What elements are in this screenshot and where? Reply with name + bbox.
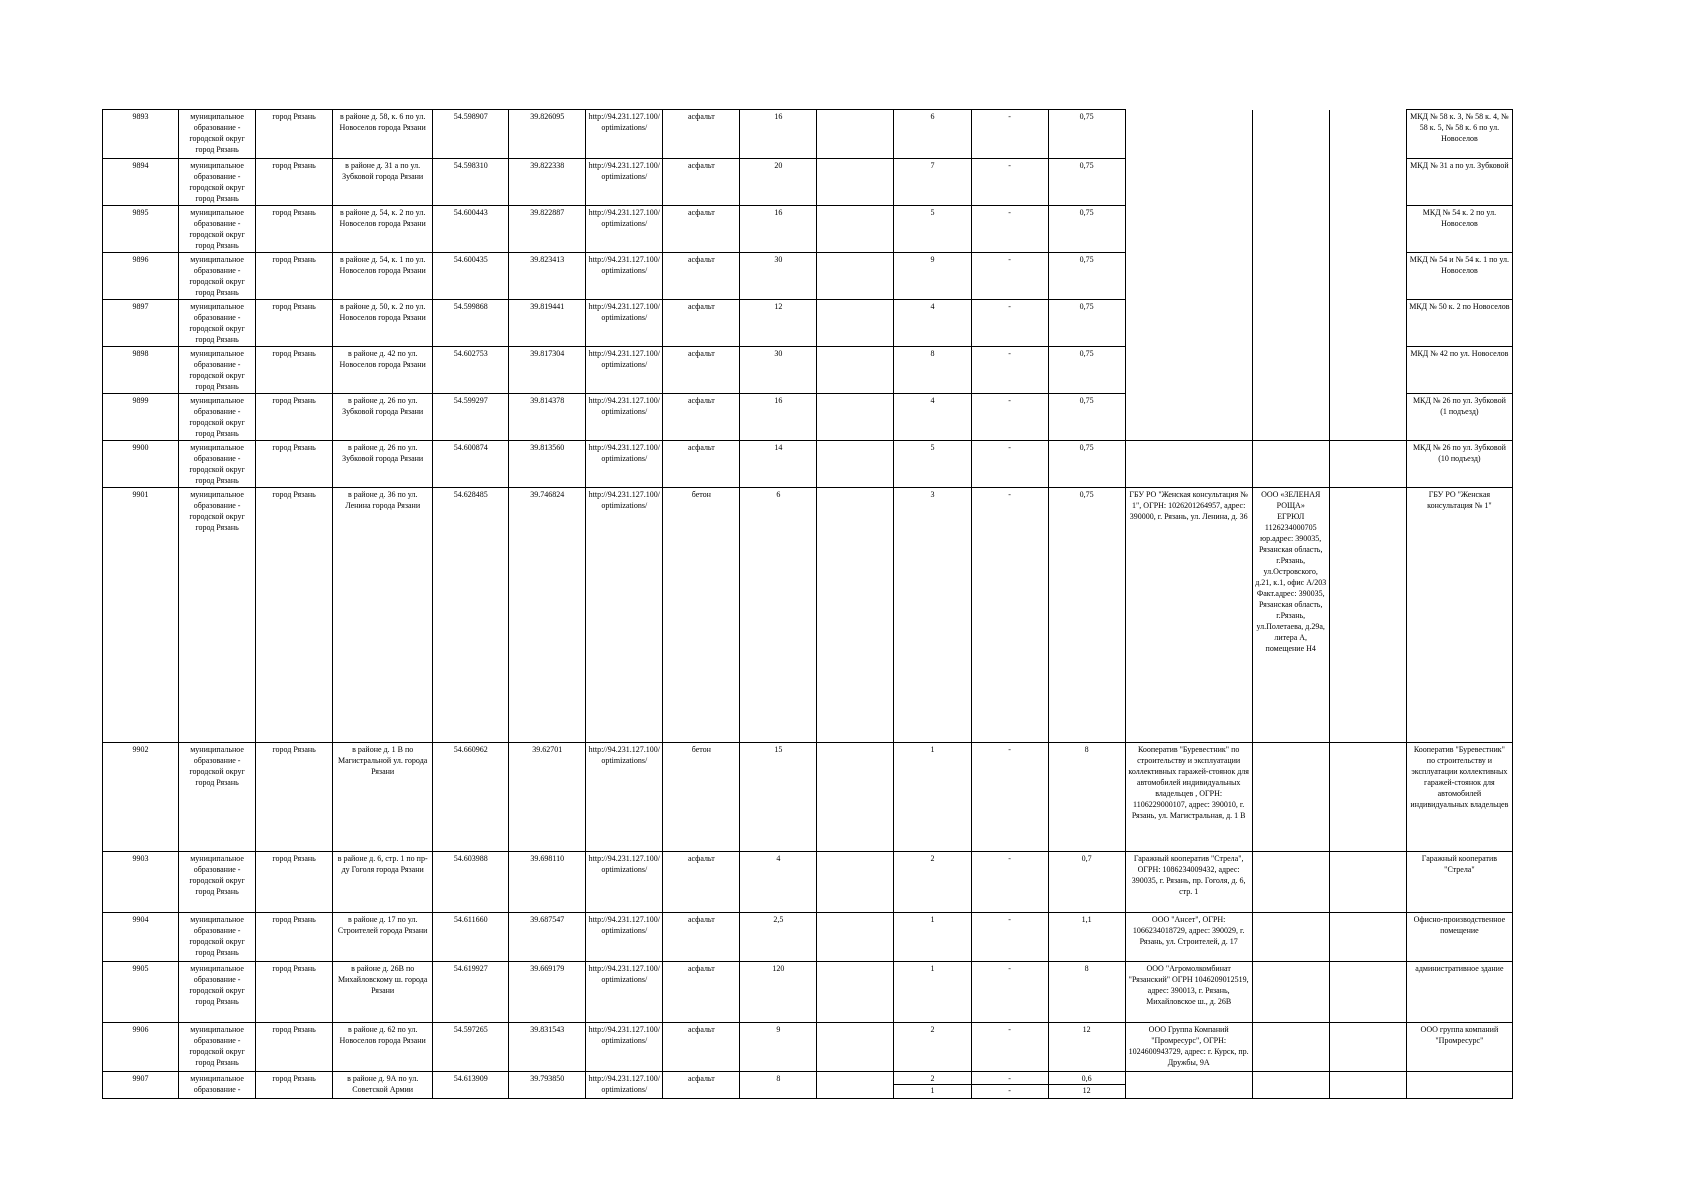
cell-surface: бетон xyxy=(663,488,740,743)
cell-c12: 1 xyxy=(894,743,971,852)
cell-owner: Кооператив "Буревестник" по строительству и эксплуатации коллективных гаражей-стоянок для автомобилей индивидуальных владельцев , ОГРН: 1106229000107, адрес: 390010, г. Рязань, ул. Магистральная, д. 1 В xyxy=(1125,743,1252,852)
cell-surface: асфальт xyxy=(663,913,740,962)
cell-c12: 5 xyxy=(894,441,971,488)
cell-area: 16 xyxy=(740,394,817,441)
cell-c11 xyxy=(817,347,894,394)
cell-c12: 9 xyxy=(894,253,971,300)
cell-c14: 12 xyxy=(1048,1023,1125,1072)
cell-owner xyxy=(1125,1072,1252,1099)
cell-c13: - xyxy=(971,206,1048,253)
cell-lat: 54.600435 xyxy=(433,253,509,300)
cell-addr: в районе д. 62 по ул. Новоселов города Рязани xyxy=(333,1023,433,1072)
cell-link: http://94.231.127.100/optimizations/ xyxy=(586,300,663,347)
cell-c12: 1 xyxy=(894,962,971,1023)
cell-c12: 6 xyxy=(894,110,971,159)
cell-served: Офисно-производственное помещение xyxy=(1406,913,1512,962)
cell-lat: 54.598310 xyxy=(433,159,509,206)
cell-c14 xyxy=(1048,1072,1125,1099)
cell-operator xyxy=(1252,347,1329,394)
table-row xyxy=(103,110,1513,159)
cell-c12-line: 2 xyxy=(930,1074,935,1083)
cell-c11 xyxy=(817,743,894,852)
cell-id: 9896 xyxy=(103,253,179,300)
cell-c11 xyxy=(817,394,894,441)
cell-city: город Рязань xyxy=(256,159,333,206)
cell-served: МКД № 31 а по ул. Зубковой xyxy=(1406,159,1512,206)
cell-c17 xyxy=(1329,253,1406,300)
cell-addr: в районе д. 26 по ул. Зубковой города Рязани xyxy=(333,394,433,441)
cell-addr: в районе д. 26 по ул. Зубковой города Рязани xyxy=(333,441,433,488)
cell-c11 xyxy=(817,159,894,206)
cell-lon: 39.817304 xyxy=(509,347,586,394)
cell-c12: 7 xyxy=(894,159,971,206)
cell-owner: ГБУ РО "Женская консультация № 1", ОГРН: 1026201264957, адрес: 390000, г. Рязань, ул. Ленина, д. 36 xyxy=(1125,488,1252,743)
cell-c12: 2 xyxy=(894,1023,971,1072)
cell-addr: в районе д. 6, стр. 1 по пр-ду Гоголя города Рязани xyxy=(333,852,433,913)
cell-link: http://94.231.127.100/optimizations/ xyxy=(586,743,663,852)
cell-id: 9904 xyxy=(103,913,179,962)
cell-surface: асфальт xyxy=(663,394,740,441)
table-row xyxy=(103,347,1513,394)
cell-lat: 54.619927 xyxy=(433,962,509,1023)
table-row xyxy=(103,1072,1513,1099)
cell-lat: 54.598907 xyxy=(433,110,509,159)
cell-c11 xyxy=(817,300,894,347)
cell-city: город Рязань xyxy=(256,962,333,1023)
cell-c14: 8 xyxy=(1048,962,1125,1023)
cell-addr: в районе д. 9А по ул. Советской Армии xyxy=(333,1072,433,1099)
cell-link: http://94.231.127.100/optimizations/ xyxy=(586,253,663,300)
cell-c17 xyxy=(1329,852,1406,913)
cell-c13: - xyxy=(971,1023,1048,1072)
cell-id: 9903 xyxy=(103,852,179,913)
cell-operator xyxy=(1252,743,1329,852)
cell-c12: 8 xyxy=(894,347,971,394)
cell-c17 xyxy=(1329,1072,1406,1099)
cell-id: 9894 xyxy=(103,159,179,206)
cell-mo: муниципальное образование - городской округ город Рязань xyxy=(179,441,256,488)
cell-city: город Рязань xyxy=(256,1072,333,1099)
cell-operator xyxy=(1252,394,1329,441)
cell-operator xyxy=(1252,253,1329,300)
cell-lon: 39.698110 xyxy=(509,852,586,913)
cell-addr: в районе д. 50, к. 2 по ул. Новоселов города Рязани xyxy=(333,300,433,347)
cell-surface: асфальт xyxy=(663,441,740,488)
cell-link: http://94.231.127.100/optimizations/ xyxy=(586,852,663,913)
cell-mo: муниципальное образование - городской округ город Рязань xyxy=(179,913,256,962)
cell-served: МКД № 54 к. 2 по ул. Новоселов xyxy=(1406,206,1512,253)
cell-link: http://94.231.127.100/optimizations/ xyxy=(586,347,663,394)
cell-id: 9899 xyxy=(103,394,179,441)
cell-surface: асфальт xyxy=(663,300,740,347)
cell-c12-line: 1 xyxy=(894,1084,970,1096)
cell-c14: 0,75 xyxy=(1048,300,1125,347)
cell-owner: ООО Группа Компаний "Промресурс", ОГРН: 1024600943729, адрес: г. Курск, пр. Дружбы, 9А xyxy=(1125,1023,1252,1072)
cell-c17 xyxy=(1329,488,1406,743)
cell-area: 6 xyxy=(740,488,817,743)
cell-id: 9906 xyxy=(103,1023,179,1072)
cell-area: 9 xyxy=(740,1023,817,1072)
cell-lat: 54.611660 xyxy=(433,913,509,962)
cell-c11 xyxy=(817,206,894,253)
cell-c14: 1,1 xyxy=(1048,913,1125,962)
cell-served: МКД № 58 к. 3, № 58 к. 4, № 58 к. 5, № 58 к. 6 по ул. Новоселов xyxy=(1406,110,1512,159)
cell-c13: - xyxy=(971,347,1048,394)
cell-addr: в районе д. 26В по Михайловскому ш. города Рязани xyxy=(333,962,433,1023)
cell-surface: асфальт xyxy=(663,110,740,159)
table-row xyxy=(103,488,1513,743)
cell-area: 16 xyxy=(740,206,817,253)
cell-lon: 39.669179 xyxy=(509,962,586,1023)
cell-lat: 54.603988 xyxy=(433,852,509,913)
cell-lon: 39.822887 xyxy=(509,206,586,253)
cell-area: 14 xyxy=(740,441,817,488)
cell-lat: 54.660962 xyxy=(433,743,509,852)
cell-lon: 39.822338 xyxy=(509,159,586,206)
table-row xyxy=(103,743,1513,852)
cell-c11 xyxy=(817,1072,894,1099)
cell-city: город Рязань xyxy=(256,253,333,300)
cell-mo: муниципальное образование - городской округ город Рязань xyxy=(179,347,256,394)
cell-surface: асфальт xyxy=(663,1023,740,1072)
cell-surface: асфальт xyxy=(663,852,740,913)
cell-served: Кооператив "Буревестник" по строительству и эксплуатации коллективных гаражей-стоянок для автомобилей индивидуальных владельцев xyxy=(1406,743,1512,852)
cell-lat: 54.600443 xyxy=(433,206,509,253)
cell-c13: - xyxy=(971,110,1048,159)
cell-c14: 0,75 xyxy=(1048,441,1125,488)
cell-c13 xyxy=(971,1072,1048,1099)
cell-link: http://94.231.127.100/optimizations/ xyxy=(586,441,663,488)
cell-c17 xyxy=(1329,110,1406,159)
cell-link: http://94.231.127.100/optimizations/ xyxy=(586,110,663,159)
cell-c14: 0,75 xyxy=(1048,394,1125,441)
cell-lon: 39.831543 xyxy=(509,1023,586,1072)
cell-lon: 39.814378 xyxy=(509,394,586,441)
cell-operator xyxy=(1252,1072,1329,1099)
cell-owner xyxy=(1125,110,1252,159)
cell-id: 9893 xyxy=(103,110,179,159)
table-row xyxy=(103,913,1513,962)
cell-lat: 54.613909 xyxy=(433,1072,509,1099)
cell-addr: в районе д. 42 по ул. Новоселов города Рязани xyxy=(333,347,433,394)
table-row xyxy=(103,1023,1513,1072)
cell-city: город Рязань xyxy=(256,347,333,394)
cell-c11 xyxy=(817,441,894,488)
cell-operator xyxy=(1252,110,1329,159)
cell-id: 9895 xyxy=(103,206,179,253)
cell-c14: 0,75 xyxy=(1048,488,1125,743)
cell-c12: 4 xyxy=(894,394,971,441)
cell-owner xyxy=(1125,347,1252,394)
cell-mo: муниципальное образование - городской округ город Рязань xyxy=(179,206,256,253)
cell-link: http://94.231.127.100/optimizations/ xyxy=(586,159,663,206)
cell-id: 9902 xyxy=(103,743,179,852)
cell-link: http://94.231.127.100/optimizations/ xyxy=(586,1023,663,1072)
cell-surface: асфальт xyxy=(663,1072,740,1099)
cell-surface: асфальт xyxy=(663,347,740,394)
cell-c13: - xyxy=(971,962,1048,1023)
cell-mo: муниципальное образование - xyxy=(179,1072,256,1099)
cell-c13: - xyxy=(971,852,1048,913)
table-row xyxy=(103,159,1513,206)
cell-served: МКД № 54 и № 54 к. 1 по ул. Новоселов xyxy=(1406,253,1512,300)
cell-mo: муниципальное образование - городской округ город Рязань xyxy=(179,159,256,206)
cell-city: город Рязань xyxy=(256,743,333,852)
cell-served: МКД № 50 к. 2 по Новоселов xyxy=(1406,300,1512,347)
cell-mo: муниципальное образование - городской округ город Рязань xyxy=(179,110,256,159)
cell-served: административное здание xyxy=(1406,962,1512,1023)
cell-lon: 39.823413 xyxy=(509,253,586,300)
cell-surface: бетон xyxy=(663,743,740,852)
cell-c14: 0,75 xyxy=(1048,206,1125,253)
cell-owner: ООО "Агромолкомбинат "Рязанский" ОГРН 1046209012519, адрес: 390013, г. Рязань, Михайловское ш., д. 26В xyxy=(1125,962,1252,1023)
cell-c11 xyxy=(817,110,894,159)
cell-addr: в районе д. 1 В по Магистральной ул. города Рязани xyxy=(333,743,433,852)
cell-mo: муниципальное образование - городской округ город Рязань xyxy=(179,253,256,300)
table-row xyxy=(103,852,1513,913)
cell-operator xyxy=(1252,913,1329,962)
cell-operator xyxy=(1252,159,1329,206)
cell-id: 9905 xyxy=(103,962,179,1023)
cell-id: 9901 xyxy=(103,488,179,743)
cell-surface: асфальт xyxy=(663,206,740,253)
cell-lon: 39.746824 xyxy=(509,488,586,743)
cell-served: МКД № 26 по ул. Зубковой (10 подъезд) xyxy=(1406,441,1512,488)
cell-c17 xyxy=(1329,441,1406,488)
cell-operator xyxy=(1252,206,1329,253)
cell-c13: - xyxy=(971,253,1048,300)
cell-city: город Рязань xyxy=(256,913,333,962)
cell-c17 xyxy=(1329,159,1406,206)
cell-operator xyxy=(1252,300,1329,347)
cell-addr: в районе д. 58, к. 6 по ул. Новоселов города Рязани xyxy=(333,110,433,159)
cell-operator: ООО «ЗЕЛЕНАЯ РОЩА» ЕГРЮЛ 1126234000705 юр.адрес: 390035, Рязанская область, г.Рязань, ул.Островского, д.21, к.1, офис А/203 Факт.адрес: 390035, Рязанская область, г.Рязань, ул.Полетаева, д.29а, литера А, помещение Н4 xyxy=(1252,488,1329,743)
cell-area: 4 xyxy=(740,852,817,913)
cell-addr: в районе д. 17 по ул. Строителей города Рязани xyxy=(333,913,433,962)
table-row xyxy=(103,394,1513,441)
cell-c12 xyxy=(894,1072,971,1099)
cell-c12: 5 xyxy=(894,206,971,253)
cell-c14-line: 12 xyxy=(1049,1084,1125,1096)
cell-operator xyxy=(1252,441,1329,488)
cell-owner xyxy=(1125,253,1252,300)
cell-c11 xyxy=(817,253,894,300)
cell-city: город Рязань xyxy=(256,1023,333,1072)
cell-c13: - xyxy=(971,300,1048,347)
cell-c12: 1 xyxy=(894,913,971,962)
cell-area: 8 xyxy=(740,1072,817,1099)
cell-c17 xyxy=(1329,913,1406,962)
cell-c13: - xyxy=(971,913,1048,962)
cell-id: 9907 xyxy=(103,1072,179,1099)
cell-mo: муниципальное образование - городской округ город Рязань xyxy=(179,852,256,913)
cell-lon: 39.687547 xyxy=(509,913,586,962)
cell-addr: в районе д. 54, к. 2 по ул. Новоселов города Рязани xyxy=(333,206,433,253)
cell-area: 20 xyxy=(740,159,817,206)
cell-served: ООО группа компаний "Промресурс" xyxy=(1406,1023,1512,1072)
cell-lon: 39.819441 xyxy=(509,300,586,347)
cell-c17 xyxy=(1329,962,1406,1023)
cell-c17 xyxy=(1329,743,1406,852)
cell-lat: 54.599297 xyxy=(433,394,509,441)
cell-owner: Гаражный кооператив "Стрела", ОГРН: 1086234009432, адрес: 390035, г. Рязань, пр. Гоголя, д. 6, стр. 1 xyxy=(1125,852,1252,913)
cell-area: 30 xyxy=(740,253,817,300)
cell-area: 2,5 xyxy=(740,913,817,962)
cell-lat: 54.628485 xyxy=(433,488,509,743)
cell-city: город Рязань xyxy=(256,852,333,913)
cell-city: город Рязань xyxy=(256,441,333,488)
cell-area: 15 xyxy=(740,743,817,852)
cell-c17 xyxy=(1329,347,1406,394)
cell-lon: 39.793850 xyxy=(509,1072,586,1099)
table-row xyxy=(103,253,1513,300)
cell-owner xyxy=(1125,441,1252,488)
cell-c14-line: 0,6 xyxy=(1081,1074,1092,1083)
cell-c14: 0,75 xyxy=(1048,110,1125,159)
cell-c11 xyxy=(817,1023,894,1072)
table-row xyxy=(103,300,1513,347)
cell-c14: 0,75 xyxy=(1048,347,1125,394)
cell-served: ГБУ РО "Женская консультация № 1" xyxy=(1406,488,1512,743)
cell-c11 xyxy=(817,962,894,1023)
cell-area: 120 xyxy=(740,962,817,1023)
cell-served xyxy=(1406,1072,1512,1099)
cell-lon: 39.826095 xyxy=(509,110,586,159)
cell-mo: муниципальное образование - городской округ город Рязань xyxy=(179,394,256,441)
cell-city: город Рязань xyxy=(256,206,333,253)
cell-link: http://94.231.127.100/optimizations/ xyxy=(586,1072,663,1099)
cell-mo: муниципальное образование - городской округ город Рязань xyxy=(179,1023,256,1072)
cell-addr: в районе д. 36 по ул. Ленина города Рязани xyxy=(333,488,433,743)
cell-c12: 2 xyxy=(894,852,971,913)
table-row xyxy=(103,962,1513,1023)
cell-link: http://94.231.127.100/optimizations/ xyxy=(586,394,663,441)
cell-lat: 54.602753 xyxy=(433,347,509,394)
cell-id: 9898 xyxy=(103,347,179,394)
cell-c13: - xyxy=(971,743,1048,852)
cell-area: 30 xyxy=(740,347,817,394)
cell-operator xyxy=(1252,1023,1329,1072)
cell-c13: - xyxy=(971,488,1048,743)
cell-c14: 0,75 xyxy=(1048,253,1125,300)
cell-mo: муниципальное образование - городской округ город Рязань xyxy=(179,962,256,1023)
cell-link: http://94.231.127.100/optimizations/ xyxy=(586,913,663,962)
cell-link: http://94.231.127.100/optimizations/ xyxy=(586,962,663,1023)
table-row xyxy=(103,441,1513,488)
cell-lat: 54.600874 xyxy=(433,441,509,488)
cell-mo: муниципальное образование - городской округ город Рязань xyxy=(179,743,256,852)
cell-lat: 54.597265 xyxy=(433,1023,509,1072)
cell-c17 xyxy=(1329,1023,1406,1072)
cell-c14: 8 xyxy=(1048,743,1125,852)
cell-addr: в районе д. 31 а по ул. Зубковой города Рязани xyxy=(333,159,433,206)
cell-lat: 54.599868 xyxy=(433,300,509,347)
cell-mo: муниципальное образование - городской округ город Рязань xyxy=(179,488,256,743)
cell-c12: 3 xyxy=(894,488,971,743)
cell-c14: 0,75 xyxy=(1048,159,1125,206)
cell-c14: 0,7 xyxy=(1048,852,1125,913)
cell-c11 xyxy=(817,488,894,743)
cell-area: 16 xyxy=(740,110,817,159)
cell-link: http://94.231.127.100/optimizations/ xyxy=(586,488,663,743)
cell-c11 xyxy=(817,913,894,962)
cell-owner: ООО "Ансет", ОГРН: 1066234018729, адрес: 390029, г. Рязань, ул. Строителей, д. 17 xyxy=(1125,913,1252,962)
cell-c17 xyxy=(1329,300,1406,347)
registry-table xyxy=(102,109,1513,1099)
cell-surface: асфальт xyxy=(663,253,740,300)
cell-surface: асфальт xyxy=(663,962,740,1023)
cell-city: город Рязань xyxy=(256,394,333,441)
cell-c13-line: - xyxy=(972,1084,1048,1096)
cell-c13-line: - xyxy=(1008,1074,1011,1083)
cell-served: Гаражный кооператив "Стрела" xyxy=(1406,852,1512,913)
table-row xyxy=(103,206,1513,253)
cell-c11 xyxy=(817,852,894,913)
cell-surface: асфальт xyxy=(663,159,740,206)
cell-c12: 4 xyxy=(894,300,971,347)
cell-c13: - xyxy=(971,394,1048,441)
cell-served: МКД № 26 по ул. Зубковой (1 подъезд) xyxy=(1406,394,1512,441)
cell-operator xyxy=(1252,852,1329,913)
cell-id: 9900 xyxy=(103,441,179,488)
cell-c17 xyxy=(1329,394,1406,441)
cell-served: МКД № 42 по ул. Новоселов xyxy=(1406,347,1512,394)
cell-owner xyxy=(1125,394,1252,441)
cell-mo: муниципальное образование - городской округ город Рязань xyxy=(179,300,256,347)
cell-city: город Рязань xyxy=(256,488,333,743)
cell-lon: 39.62701 xyxy=(509,743,586,852)
cell-operator xyxy=(1252,962,1329,1023)
cell-owner xyxy=(1125,300,1252,347)
cell-c17 xyxy=(1329,206,1406,253)
cell-c13: - xyxy=(971,159,1048,206)
cell-lon: 39.813560 xyxy=(509,441,586,488)
cell-city: город Рязань xyxy=(256,110,333,159)
cell-area: 12 xyxy=(740,300,817,347)
cell-owner xyxy=(1125,206,1252,253)
cell-id: 9897 xyxy=(103,300,179,347)
cell-city: город Рязань xyxy=(256,300,333,347)
cell-link: http://94.231.127.100/optimizations/ xyxy=(586,206,663,253)
cell-owner xyxy=(1125,159,1252,206)
cell-addr: в районе д. 54, к. 1 по ул. Новоселов города Рязани xyxy=(333,253,433,300)
cell-c13: - xyxy=(971,441,1048,488)
